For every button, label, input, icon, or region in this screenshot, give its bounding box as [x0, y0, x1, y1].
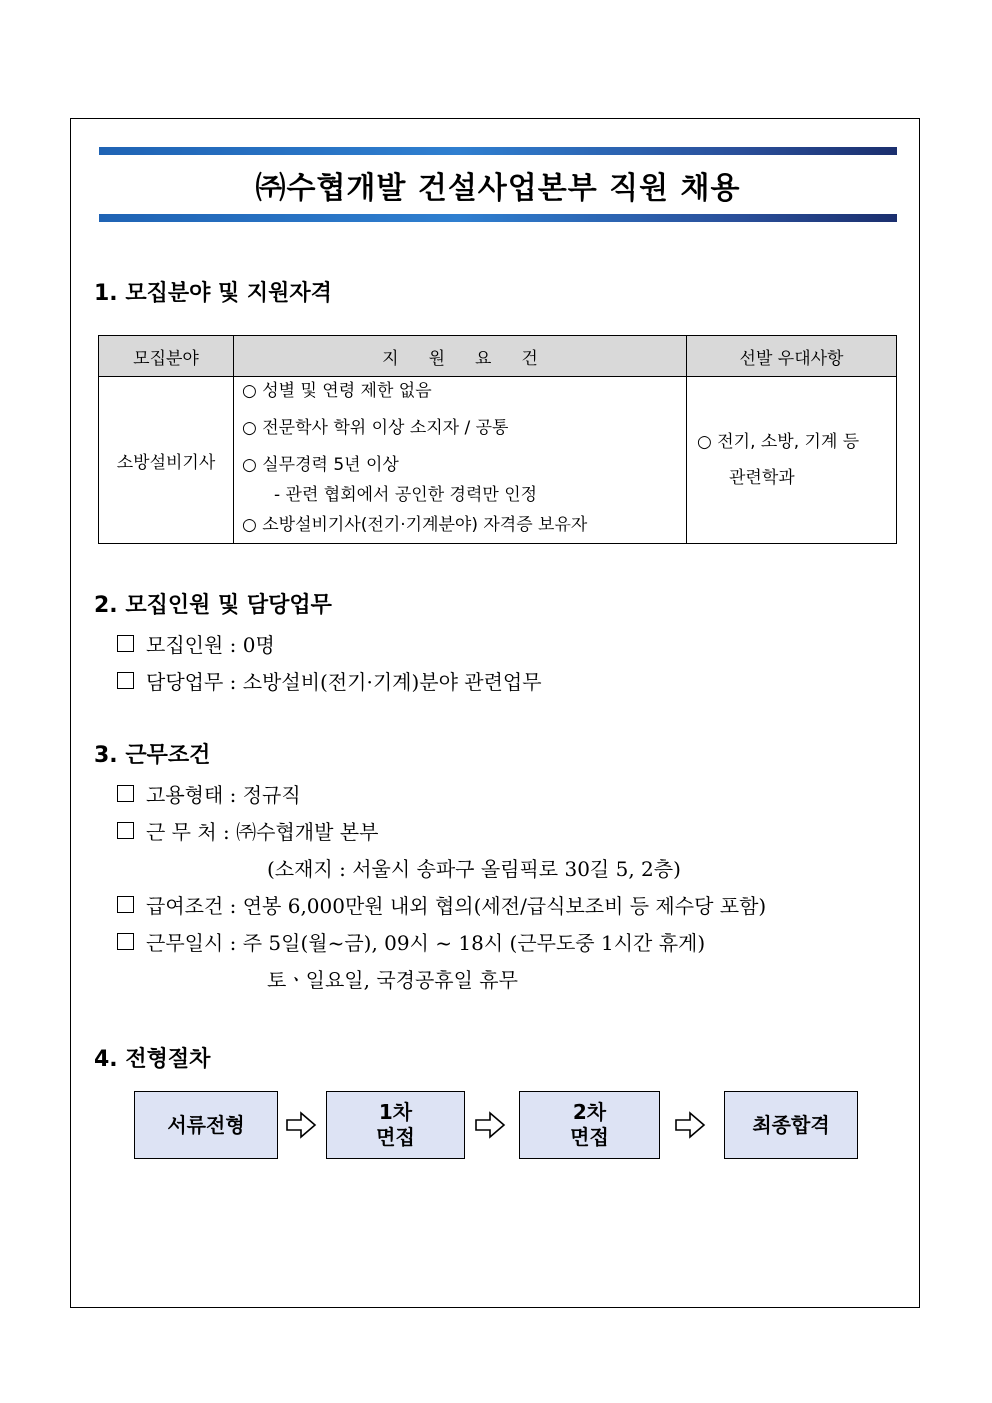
square-outline-icon: [117, 896, 134, 913]
step-label: 면접: [376, 1125, 415, 1149]
list-item-text: 근무일시 : 주 5일(월~금), 09시 ~ 18시 (근무도중 1시간 휴게): [146, 931, 706, 955]
title-bar-top: [99, 147, 897, 155]
header-field: 모집분야: [99, 336, 234, 377]
list-item-text: 근 무 처 : ㈜수협개발 본부: [146, 820, 379, 844]
list-item: [117, 775, 766, 812]
requirement-item: ○ 전문학사 학위 이상 소지자 / 공통: [242, 418, 509, 438]
list-item: [117, 886, 766, 923]
header-preference: 선발 우대사항: [687, 336, 897, 377]
hollow-right-arrow-icon: [285, 1110, 317, 1140]
section1-heading: 1. 모집분야 및 지원자격: [94, 281, 332, 306]
preference-line: 관련학과: [729, 468, 795, 488]
square-outline-icon: [117, 672, 134, 689]
table-row: [99, 377, 897, 544]
section3-heading: 3. 근무조건: [94, 743, 211, 768]
step-label: 최종합격: [752, 1112, 830, 1137]
list-item: [117, 812, 766, 849]
requirement-item: ○ 소방설비기사(전기·기계분야) 자격증 보유자: [242, 515, 588, 535]
requirement-item: ○ 실무경력 5년 이상: [242, 455, 399, 475]
step-second-interview: [519, 1091, 660, 1159]
header-requirements: 지원요건: [234, 336, 687, 377]
step-label: 2차: [572, 1100, 607, 1124]
hollow-right-arrow-icon: [674, 1110, 706, 1140]
step-label: 면접: [570, 1125, 609, 1149]
list-item: [117, 662, 542, 699]
hollow-right-arrow-icon: [474, 1110, 506, 1140]
step-final-acceptance: [724, 1091, 858, 1159]
list-item-continuation: 토ㆍ일요일, 국경공휴일 휴무: [267, 968, 518, 992]
step-label: 1차: [378, 1100, 413, 1124]
square-outline-icon: [117, 635, 134, 652]
preference-line: ○ 전기, 소방, 기계 등: [697, 432, 860, 452]
list-item-text: 담당업무 : 소방설비(전기·기계)분야 관련업무: [146, 670, 542, 694]
list-item-text: 모집인원 : 0명: [146, 633, 275, 657]
requirement-item: ○ 성별 및 연령 제한 없음: [242, 381, 432, 401]
list-item: [117, 625, 542, 662]
list-item-text: 고용형태 : 정규직: [146, 783, 301, 807]
requirements-cell: [234, 377, 687, 544]
list-item: [117, 923, 766, 960]
section2-heading: 2. 모집인원 및 담당업무: [94, 593, 332, 618]
requirement-subitem: - 관련 협회에서 공인한 경력만 인정: [274, 485, 538, 505]
section3-list: [117, 775, 766, 997]
step-label: 서류전형: [167, 1112, 245, 1137]
step-first-interview: [326, 1091, 465, 1159]
list-item-text: 급여조건 : 연봉 6,000만원 내외 협의(세전/급식보조비 등 제수당 포함): [146, 894, 767, 918]
field-cell: 소방설비기사: [99, 377, 234, 544]
requirements-table: [98, 335, 897, 544]
page-title: ㈜수협개발 건설사업본부 직원 채용: [255, 171, 741, 206]
title-bar-bottom: [99, 214, 897, 222]
square-outline-icon: [117, 785, 134, 802]
step-document-screening: [134, 1091, 278, 1159]
section2-list: [117, 625, 542, 699]
square-outline-icon: [117, 822, 134, 839]
table-header-row: [99, 336, 897, 377]
list-item-continuation: (소재지 : 서울시 송파구 올림픽로 30길 5, 2층): [267, 857, 681, 881]
preference-cell: [687, 377, 897, 544]
section4-heading: 4. 전형절차: [94, 1047, 211, 1072]
square-outline-icon: [117, 933, 134, 950]
